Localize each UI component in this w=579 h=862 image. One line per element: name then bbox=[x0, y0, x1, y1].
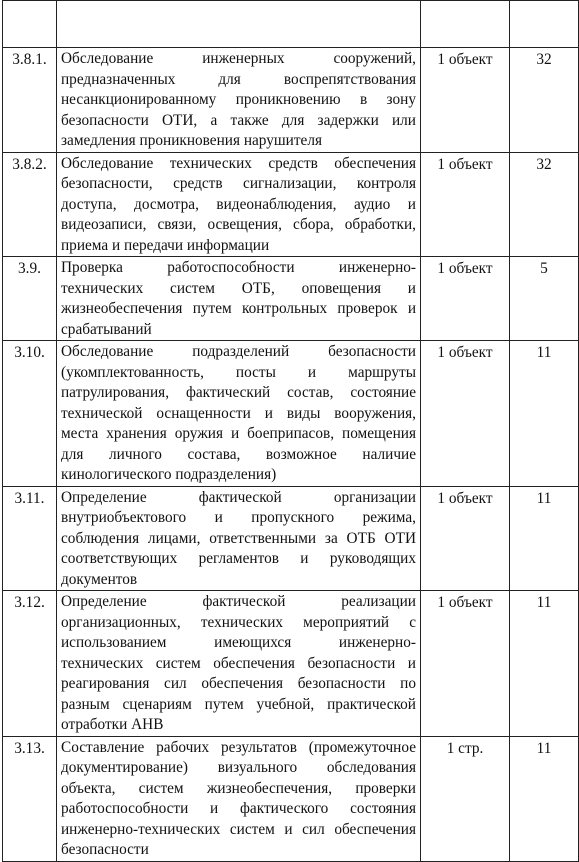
description-line: видеозаписи, связи, освещения, сбора, обработки, bbox=[61, 216, 416, 233]
item-description bbox=[57, 152, 421, 257]
item-description bbox=[57, 257, 421, 341]
table-row bbox=[3, 591, 579, 737]
description-line: технической оснащенности и виды вооружения, bbox=[61, 404, 416, 422]
table-row bbox=[3, 257, 579, 341]
description-line: документирование) визуального обследования bbox=[61, 759, 416, 776]
description-line: Составление рабочих результатов (промежуточное bbox=[61, 738, 416, 756]
description-line: Обследование инженерных сооружений, bbox=[61, 50, 416, 67]
description-line: безопасности bbox=[61, 841, 149, 858]
item-unit: 1 стр. bbox=[421, 736, 510, 861]
item-unit: 1 объект bbox=[421, 48, 510, 153]
description-line: разным сценариям путем учебной, практической bbox=[61, 695, 416, 713]
item-number: 3.13. bbox=[3, 736, 57, 861]
item-number: 3.12. bbox=[3, 591, 57, 737]
item-number: 3.10. bbox=[3, 341, 57, 487]
description-line: технических систем ОТБ, оповещения и bbox=[61, 279, 416, 297]
header-cell-description bbox=[57, 1, 421, 48]
description-line: Определение фактической реализации bbox=[61, 593, 416, 610]
item-quantity: 11 bbox=[510, 591, 579, 737]
description-line: Определение фактической организации bbox=[61, 488, 416, 506]
header-cell-number bbox=[3, 1, 57, 48]
description-line: безопасности ОТИ, а также для задержки или bbox=[61, 111, 416, 129]
description-line: соответствующих регламентов и руководящих bbox=[61, 550, 416, 567]
item-number: 3.8.2. bbox=[3, 152, 57, 257]
item-unit: 1 объект bbox=[421, 486, 510, 591]
description-line: использованием имеющихся инженерно- bbox=[61, 634, 416, 651]
item-number: 3.11. bbox=[3, 486, 57, 591]
description-line: жизнеобеспечения путем контрольных проверок и bbox=[61, 300, 416, 317]
description-line: Проверка работоспособности инженерно- bbox=[61, 259, 416, 276]
item-unit: 1 объект bbox=[421, 591, 510, 737]
description-line: (укомплектованность, посты и маршруты bbox=[61, 363, 416, 381]
item-number: 3.8.1. bbox=[3, 48, 57, 153]
header-cell-unit bbox=[421, 1, 510, 48]
item-unit: 1 объект bbox=[421, 152, 510, 257]
item-description bbox=[57, 341, 421, 487]
item-quantity: 11 bbox=[510, 341, 579, 487]
item-description bbox=[57, 486, 421, 591]
description-line: Обследование технических средств обеспечения bbox=[61, 154, 416, 172]
item-quantity: 11 bbox=[510, 736, 579, 861]
item-quantity: 32 bbox=[510, 152, 579, 257]
description-line: документов bbox=[61, 570, 138, 588]
description-line: реагирования сил обеспечения безопасности по bbox=[61, 675, 416, 692]
table-row bbox=[3, 152, 579, 257]
item-description bbox=[57, 736, 421, 861]
description-line: патрулирования, фактический состав, состояние bbox=[61, 384, 416, 401]
item-description bbox=[57, 591, 421, 737]
table-header-row bbox=[3, 1, 579, 48]
description-line: инженерно-технических систем и сил обеспечения bbox=[61, 820, 416, 838]
table-row bbox=[3, 486, 579, 591]
description-line: отработки АНВ bbox=[61, 716, 164, 733]
item-unit: 1 объект bbox=[421, 341, 510, 487]
description-line: соблюдения лицами, ответственными за ОТБ ОТИ bbox=[61, 529, 416, 547]
header-cell-quantity bbox=[510, 1, 579, 48]
description-line: замедления проникновения нарушителя bbox=[61, 132, 322, 149]
services-table bbox=[2, 0, 579, 862]
description-line: приема и передачи информации bbox=[61, 236, 270, 254]
item-description bbox=[57, 48, 421, 153]
description-line: технических систем обеспечения безопасности и bbox=[61, 654, 416, 672]
table-row bbox=[3, 48, 579, 153]
item-number: 3.9. bbox=[3, 257, 57, 341]
table-row bbox=[3, 341, 579, 487]
item-quantity: 5 bbox=[510, 257, 579, 341]
description-line: объекта, систем жизнеобеспечения, проверки bbox=[61, 779, 416, 797]
description-line: доступа, досмотра, видеонаблюдения, аудио и bbox=[61, 195, 416, 213]
item-unit: 1 объект bbox=[421, 257, 510, 341]
description-line: внутриобъектового и пропускного режима, bbox=[61, 509, 416, 526]
table-body bbox=[3, 1, 579, 862]
description-line: места хранения оружия и боеприпасов, помещения bbox=[61, 425, 416, 442]
description-line: срабатываний bbox=[61, 320, 152, 338]
description-line: работоспособности и фактического состояния bbox=[61, 800, 416, 817]
description-line: несанкционированному проникновению в зону bbox=[61, 91, 416, 108]
table-row bbox=[3, 736, 579, 861]
item-quantity: 11 bbox=[510, 486, 579, 591]
description-line: предназначенных для воспрепятствования bbox=[61, 70, 416, 88]
description-line: организационных, технических мероприятий с bbox=[61, 613, 416, 631]
description-line: безопасности, средств сигнализации, контроля bbox=[61, 175, 416, 192]
item-quantity: 32 bbox=[510, 48, 579, 153]
description-line: для личного состава, возможное наличие bbox=[61, 445, 416, 463]
description-line: Обследование подразделений безопасности bbox=[61, 343, 416, 360]
description-line: кинологического подразделения) bbox=[61, 466, 277, 483]
